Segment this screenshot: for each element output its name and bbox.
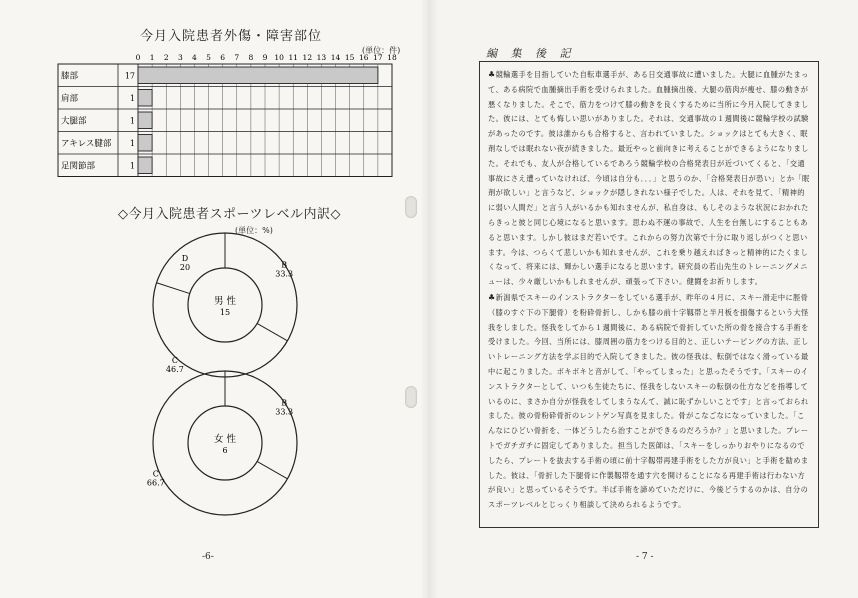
value-label: 1 <box>129 161 135 171</box>
x-tick-label: 7 <box>234 53 240 62</box>
donut-chart <box>153 233 297 377</box>
postscript-paragraph-2: ♣新潟県でスキーのインストラクターをしている選手が、昨年の４月に、スキー滑走中に脛骨（膝のすぐ下の下腿骨）を粉砕骨折し、しかも膝の前十字靱帯と半月板を損傷するという大怪我をしました。怪我をしてから１週間後に、ある病院で骨折していた所の骨を接合する手術を受けました。今回、当所には、膝周囲の筋力をつける目的と、正しいテーピングの方法、正しいトレーニング方法を学ぶ目的で入院してきました。彼の怪我は、転倒ではなく滑っている最中に起こりました。ボキボキと音がして、「やってしまった」と思ったそうです。「スキーのインストラクターとして、いつも生徒たちに、怪我をしないスキーの転倒の仕方などを指導しているのに、まさか自分が怪我をしてしまうなんて、誠に恥ずかしいことです」と言っておられました。彼の骨粉砕骨折のレントゲン写真を見ました。骨がこなごなになっていました。「こんなにひどい骨折を、一体どうしたら治すことができるのだろうか？」と思いました。プレートでガチガチに固定してありました。担当した医師は、「スキーをしっかりおやりになるのでしたら、プレートを抜去する手術の頃に前十字靱帯再建手術をした方が良い」と手術を勧めました。彼は、「骨折した下腿骨に作製靱帯を通す穴を開けることになる再建手術は行わない方が良い」と思っているそうです。半ば手術を諦めていただけに、今後どうするのかは、自分のスポーツレベルとじっくり相談して決められるようです。 <box>488 292 809 510</box>
club-bullet-icon: ♣ <box>488 292 496 302</box>
x-tick-label: 5 <box>206 53 211 62</box>
category-label: アキレス腱部 <box>61 138 112 149</box>
slice-boundary <box>257 461 287 478</box>
x-tick-label: 14 <box>330 53 341 62</box>
x-tick-label: 8 <box>248 53 254 62</box>
slice-value-label: 66.7 <box>146 478 165 488</box>
x-tick-label: 18 <box>387 53 397 62</box>
x-tick-label: 16 <box>359 53 369 62</box>
slice-value-label: 46.7 <box>165 364 184 374</box>
x-tick-label: 3 <box>177 53 183 62</box>
slice-value-label: 33.3 <box>275 269 294 279</box>
page-number-right: - 7 - <box>636 552 654 562</box>
slice-boundary <box>157 283 190 294</box>
category-label: 大腿部 <box>61 116 87 127</box>
value-label: 1 <box>129 116 135 126</box>
x-tick-label: 11 <box>288 53 298 62</box>
slice-value-label: 33.3 <box>275 407 294 417</box>
x-tick-label: 1 <box>149 53 155 62</box>
x-tick-label: 6 <box>220 53 226 62</box>
injury-chart-unit: (単位：件) <box>362 46 401 55</box>
gutter-shadow <box>420 0 438 598</box>
value-label: 1 <box>129 93 135 103</box>
x-tick-label: 15 <box>344 53 355 62</box>
sports-chart-unit: (単位：%) <box>235 226 273 235</box>
x-tick-label: 13 <box>316 53 327 62</box>
slice-boundary <box>257 323 287 340</box>
page-number-left: -6- <box>202 552 214 562</box>
x-tick-label: 0 <box>135 53 141 62</box>
donut-center-count: 15 <box>219 308 231 317</box>
punch-hole-bottom <box>405 386 417 408</box>
editor-postscript-title: 編 集 後 記 <box>486 47 576 60</box>
value-label: 1 <box>129 138 135 148</box>
sports-chart-title: ◇今月入院患者スポーツレベル内訳◇ <box>118 207 341 222</box>
slice-label: B <box>281 398 288 408</box>
slice-label: D <box>181 253 189 263</box>
category-label: 足関節部 <box>61 161 96 172</box>
slice-value-label: 20 <box>179 262 191 272</box>
injury-chart-title: 今月入院患者外傷・障害部位 <box>140 29 323 44</box>
donut-center-label: 女 性 <box>213 434 237 445</box>
club-bullet-icon: ♣ <box>488 70 496 79</box>
x-tick-label: 10 <box>274 53 284 62</box>
slice-label: C <box>152 469 159 479</box>
slice-label: B <box>281 260 288 270</box>
donut-chart <box>147 371 297 515</box>
editor-postscript-box <box>479 61 819 528</box>
postscript-paragraph-1: ♣競輪選手を目指していた自転車選手が、ある日交通事故に遭いました。大腿に血腫がたまって、ある病院で血腫摘出手術を受けられました。血腫摘出後、大腿の筋肉が瘦せ、膝の動きが悪くなりました。そこで、筋力をつけて膝の動きを良くするために当所に今月入院してきました。彼には、とても悔しい思いがありました。それは、交通事故の１週間後に競輪学校の試験があったのです。彼は誰からも合格すると、言われていました。ショックはとても大きく、眠剤なしでは眠れない夜が続きました。最近やっと前向きに考えることができるようになりました。それでも、友人が合格しているであろう競輪学校の合格発表日が近づいてくると、「交通事故にさえ遭っていなければ、今頃は自分も．．．」と思うのか、「合格発表日が恐い」とか「眠剤が欲しい」と言うなど、ショックが隠しきれない様子でした。人は、それを見て、「精神的に弱い人間だ」と言う人がいるかも知れませんが、私自身は、もしそのような状況におかれたらきっと彼と同じ心境になると思います。思わぬ不運の事故で、人生を台無しにすることもあると思います。しかし彼はまだ若いです。これからの努力次第で十分に取り返しがつくと思います。今は、つらくて悲しいかも知れませんが、これを乗り越えればきっと精神的にたくましくなって、将来には、輝かしい選手になると思います。研究員の若山先生のトレーニングメニューは、少々厳しいかもしれませんが、頑張って下さい。健闘をお祈りします。 <box>488 70 810 287</box>
slice-label: C <box>171 355 178 365</box>
x-tick-label: 2 <box>163 53 169 62</box>
donut-center-count: 6 <box>222 446 228 455</box>
category-label: 肩部 <box>61 93 79 104</box>
punch-hole-top <box>405 196 417 218</box>
x-tick-label: 12 <box>302 53 313 62</box>
value-label: 17 <box>124 71 135 81</box>
category-label: 膝部 <box>61 71 79 82</box>
donut-center-label: 男 性 <box>213 296 237 307</box>
right-page <box>429 0 858 598</box>
x-tick-label: 4 <box>192 53 197 62</box>
x-tick-label: 9 <box>262 53 268 62</box>
x-tick-label: 17 <box>373 53 383 62</box>
